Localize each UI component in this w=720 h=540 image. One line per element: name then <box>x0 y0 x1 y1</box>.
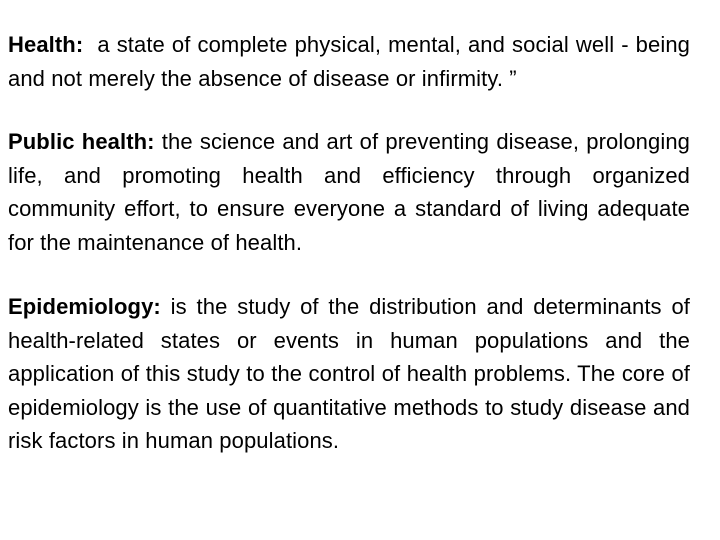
definitions-slide <box>8 28 690 458</box>
definition-text: a state of complete physical, mental, and social well - being and not merely the absence of disease or infirmity. ” <box>8 32 690 91</box>
definition-text: is the study of the distribution and determinants of health-related states or events in human populations and the application of this study to the control of health problems. The core of epidemiology is the use of quantitative methods to study disease and risk factors in human populations. <box>8 294 690 453</box>
health-definition <box>8 28 690 95</box>
definition-term: Public health: <box>8 129 155 154</box>
definition-term: Epidemiology: <box>8 294 161 319</box>
public-health-definition <box>8 125 690 259</box>
definition-term: Health: <box>8 32 84 57</box>
definition-text: the science and art of preventing disease, prolonging life, and promoting health and efficiency through organized community effort, to ensure everyone a standard of living adequate for the maintenance of health. <box>8 129 690 255</box>
epidemiology-definition <box>8 290 690 458</box>
